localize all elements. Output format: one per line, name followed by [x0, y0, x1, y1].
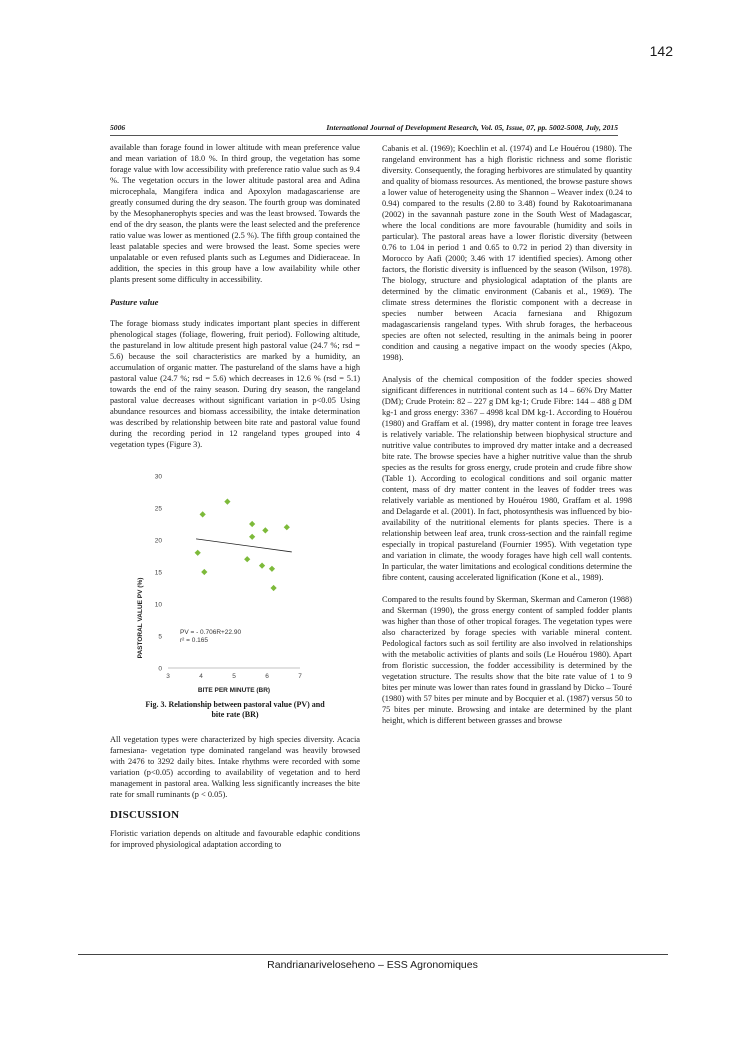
figure-3 [128, 458, 318, 700]
x-tick-label: 4 [199, 673, 203, 680]
r-squared-annotation: r² = 0.165 [180, 637, 209, 644]
data-point [284, 524, 290, 530]
paragraph: Floristic variation depends on altitude and favourable edaphic conditions for improved physiological adaptation according to [110, 829, 360, 849]
paragraph: Cabanis et al. (1969); Koechlin et al. (1974) and Le Houérou (1980). The rangeland environment has a high floristic richness and some floristic diversity. Consequently, the foraging herbivores are stimulated by quantity and quality of biomass resources. As mentioned, the browse pasture shows a lower value of heterogeneity using the Shannon – Weaver index (0.24 to 0.94) compared to the results (2.80 to 3.48) found by Rakotoarimanana (2002) in the savannah pasture zone in the South West of Madagascar, where the local conditions are more favourable (humidity and soils in particular). The pastoral areas have a lower floristic diversity (between 0.76 to 1.04 in period 1 and 0.65 to 0.72 in period 2) than diversity in Morocco by Aafi (2000; 3.46 with 17 identified species). Among other factors, the floristic diversity is influenced by the season (Wilson, 1978). The biology, structure and physiological adaptation of the plants are determined by the climatic environment (Cabanis et al., 1969). The climate stress determines the floristic component with a decrease in species number between Acacia farnesiana and Rhigozum madagascariensis rangeland types. With shrub forages, the herbaceous species are often not selected, resulting in the animals being in poorer condition and causing a negative impact on the woody species (Akpo, 1998). [382, 144, 632, 362]
x-axis-label: BITE PER MINUTE (BR) [197, 687, 271, 694]
section-heading-discussion: DISCUSSION [110, 809, 180, 821]
data-point [195, 550, 201, 556]
y-tick-label: 25 [154, 505, 162, 513]
running-header [110, 123, 618, 136]
y-tick-label: 5 [158, 633, 162, 641]
section-heading-pasture-value: Pasture value [110, 297, 159, 307]
equation-annotation: PV = - 0.706R+22.90 [180, 629, 242, 636]
paragraph: Analysis of the chemical composition of the fodder species showed significant differences in nutritional content such as 14 – 66% Dry Matter (DM); Crude Protein: 82 – 227 g DM kg-1; Crude Fibre: 144 – 488 g DM kg-1 and gross energy: 3367 – 4998 kcal DM kg-1. According to Houérou (1980) and Graffam et al. (1998), dry matter content in forage tree leaves is relatively variable. The relationship between biophysical structure and nutritive value contributes to improved dry matter intake and a decreased bite rate. The browse species have a higher nutritive value than the shrub species as the results for gross energy, crude protein and crude fibre show (Table 1). According to ecological conditions and soil organic matter content, mass of dry matter content in the leaves of fodder trees was relatively variable as mentioned by Houérou 1980, Graffam et al. 1998 and Delagarde et al. (2001). In fact, photosynthesis was influenced by bio-availability of the nutritional elements for plants species. There is a relationship between leaf area, trunk cross-section and the rainfall regime especially in tropical pastureland (Fournier 1995). With vegetation type and variation in climate, the woody forages have high cell wall contents. In particular, the water limitations and ecological conditions determine the fibre content, causing accelerated lignification (Kone et al., 1989). [382, 375, 632, 582]
x-tick-label: 3 [166, 673, 170, 680]
y-tick-label: 15 [154, 569, 162, 577]
x-tick-label: 5 [232, 673, 236, 680]
left-column [110, 142, 360, 850]
figure-caption [110, 700, 360, 720]
paragraph: The forage biomass study indicates important plant species in different phenological stages (foliage, flowering, fruit period). Following altitude, the pastureland in low altitude present high pastoral value (24.7 %; rsd = 5.6) because the soil characteristics are marked by a humidity, an accumulation of organic matter. The pastureland of the slams have a high pastoral value (24.7 %; rsd = 5.6) which decreases in 12.6 % (rsd = 5.1) towards the end of the rainy season. During dry season, the rangeland pastoral value decreases without significant variation in p<0.05 Using abundance resources and biomass accessibility, the intake determination was described by relationship between bite rate and pastoral value found during the recording period in 12 rangeland types grouped into 4 vegetation types (Figure 3). [110, 319, 360, 449]
y-tick-label: 10 [154, 601, 162, 609]
data-point [271, 585, 277, 591]
scatter-chart [128, 458, 318, 700]
page-number: 142 [649, 43, 673, 59]
trendline [196, 539, 292, 552]
y-tick-label: 0 [158, 665, 162, 673]
x-tick-label: 7 [298, 673, 302, 680]
data-point [200, 511, 206, 517]
paragraph: All vegetation types were characterized by high species diversity. Acacia farnesiana- vegetation type dominated rangeland was heavily browsed with 2476 to 3292 daily bites. Intake rhythms were recorded with some variation (p<0.05) according to availability of vegetation and to herd management in pastoral area. Walking less significantly increases the bite rate for small ruminants (p < 0.05). [110, 735, 360, 799]
right-column [382, 143, 632, 726]
y-tick-label: 30 [154, 473, 162, 481]
y-tick-label: 20 [154, 537, 162, 545]
data-point [259, 563, 265, 569]
data-point [224, 499, 230, 505]
page-footer: Randrianariveloseheno – ESS Agronomiques [267, 959, 478, 971]
paragraph: available than forage found in lower altitude with mean preference value and mean variation of 18.0 %. In third group, the vegetation has some forage value with low accessibility with preference ratio value such as 9.4 %. The vegetation occurs in the lower altitude pastoral area and Adina microcephala, Mangifera indica and Apoxylon madagascariense are greatly consumed during the dry season. The fourth group was dominated by the Mesophanerophyts species and was the least browsed. Towards the end of the dry season, the plants were the least selected and the preference ratio value was lower as mentioned (2.5 %). The fifth group contained the least palatable species and were browsed the least. Some species were unpalatable or even refused plants such as Legumes and Didieraceae. In addition, the species in this group have a low availability while other plants present some difficulty in accessibility. [110, 143, 360, 284]
data-point [201, 569, 207, 575]
data-point [249, 521, 255, 527]
figure-caption-line1: Fig. 3. Relationship between pastoral value (PV) and [145, 700, 325, 709]
header-journal: International Journal of Development Research, Vol. 05, Issue, 07, pp. 5002-5008, July, 2015 [326, 123, 618, 132]
y-axis-label: PASTORAL VALUE PV (%) [137, 577, 144, 659]
x-tick-label: 6 [265, 673, 269, 680]
data-point [262, 527, 268, 533]
data-point [269, 566, 275, 572]
header-page: 5006 [110, 123, 126, 132]
footer-rule [78, 954, 668, 955]
data-point [244, 556, 250, 562]
data-point [249, 534, 255, 540]
figure-caption-line2: bite rate (BR) [211, 710, 259, 719]
paragraph: Compared to the results found by Skerman, Skerman and Cameron (1988) and Skerman (1990), the gross energy content of sampled fodder plants was higher than those of other tropical forages. The vegetation types were also characterized by forage species with variable mineral content. Pedological factors such as soil fertility are also involved in relationships with the metabolic activities of plants and soils (Le Houérou 1980). Apart from floristic succession, the fodder accessibility is determined by the vegetation structure. The results show that the bite rate value of 1 to 9 bites per minute was lower than rates found in grassland by Dicko – Touré (1980) with 57 bites per minute and by Bocquier et al. (1987) versus 50 to 75 bites per minute. Browsing and intake are determined by the plant height, which is different between grasses and browse [382, 595, 632, 725]
